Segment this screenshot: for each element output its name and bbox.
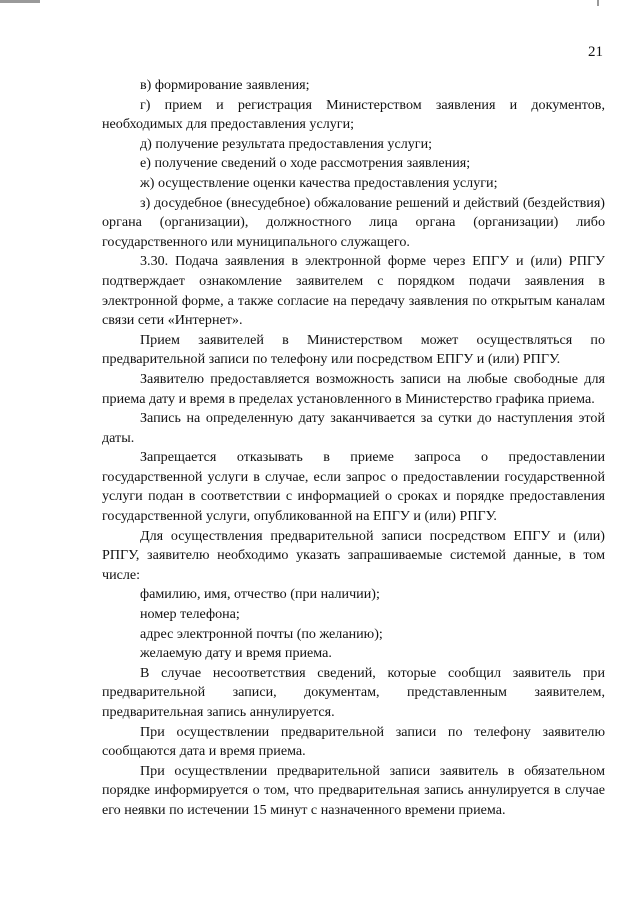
paragraph: 3.30. Подача заявления в электронной форме через ЕПГУ и (или) РПГУ подтверждает ознакомление заявителем с порядком подачи заявления в электронной форме, а также согласие на передачу заявления по открытым каналам связи сети «Интернет».: [102, 253, 605, 329]
scan-edge-mark: [597, 0, 599, 6]
paragraph: Запись на определенную дату заканчивается за сутки до наступления этой даты.: [102, 410, 605, 446]
paragraph: Прием заявителей в Министерством может осуществляться по предварительной записи по телефону или посредством ЕПГУ и (или) РПГУ.: [102, 331, 605, 368]
paragraph: ж) осуществление оценки качества предоставления услуги;: [140, 174, 498, 191]
list-item: желаемую дату и время приема.: [140, 645, 332, 662]
paragraph: в) формирование заявления;: [140, 77, 310, 93]
list-item: фамилию, имя, отчество (при наличии);: [140, 586, 380, 603]
paragraph: Запрещается отказывать в приеме запроса о предоставлении государственной услуги в случае, если запрос о предоставлении государственной услуги подан в соответствии с информацией о сроках и порядке предоставления государственной услуги, опубликованной на ЕПГУ и (или) РПГУ.: [102, 449, 605, 525]
paragraph: з) досудебное (внесудебное) обжалование решений и действий (бездействия) органа (организации), должностного лица органа (организации) либо государственного или муниципального служащего.: [102, 194, 605, 250]
page-number: 21: [588, 44, 603, 60]
paragraph: При осуществлении предварительной записи по телефону заявителю сообщаются дата и время приема.: [102, 723, 605, 760]
paragraph: г) прием и регистрация Министерством заявления и документов, необходимых для предоставления услуги;: [102, 96, 605, 133]
paragraph: е) получение сведений о ходе рассмотрения заявления;: [140, 155, 471, 172]
paragraph: д) получение результата предоставления услуги;: [140, 135, 433, 152]
list-item: адрес электронной почты (по желанию);: [140, 625, 383, 642]
paragraph: Заявителю предоставляется возможность записи на любые свободные для приема дату и время в пределах установленного в Министерство графика приема.: [102, 370, 605, 407]
paragraph: В случае несоответствия сведений, которые сообщил заявитель при предварительной записи, документам, представленным заявителем, предварительная запись аннулируется.: [102, 664, 605, 720]
paragraph: Для осуществления предварительной записи посредством ЕПГУ и (или) РПГУ, заявителю необходимо указать запрашиваемые системой данные, в том числе:: [102, 527, 605, 583]
document-body: [102, 76, 605, 821]
scan-edge-mark: [0, 0, 40, 3]
paragraph: При осуществлении предварительной записи заявитель в обязательном порядке информируется о том, что предварительная запись аннулируется в случае его неявки по истечении 15 минут с назначенного времени приема.: [102, 762, 605, 818]
list-item: номер телефона;: [140, 606, 240, 623]
